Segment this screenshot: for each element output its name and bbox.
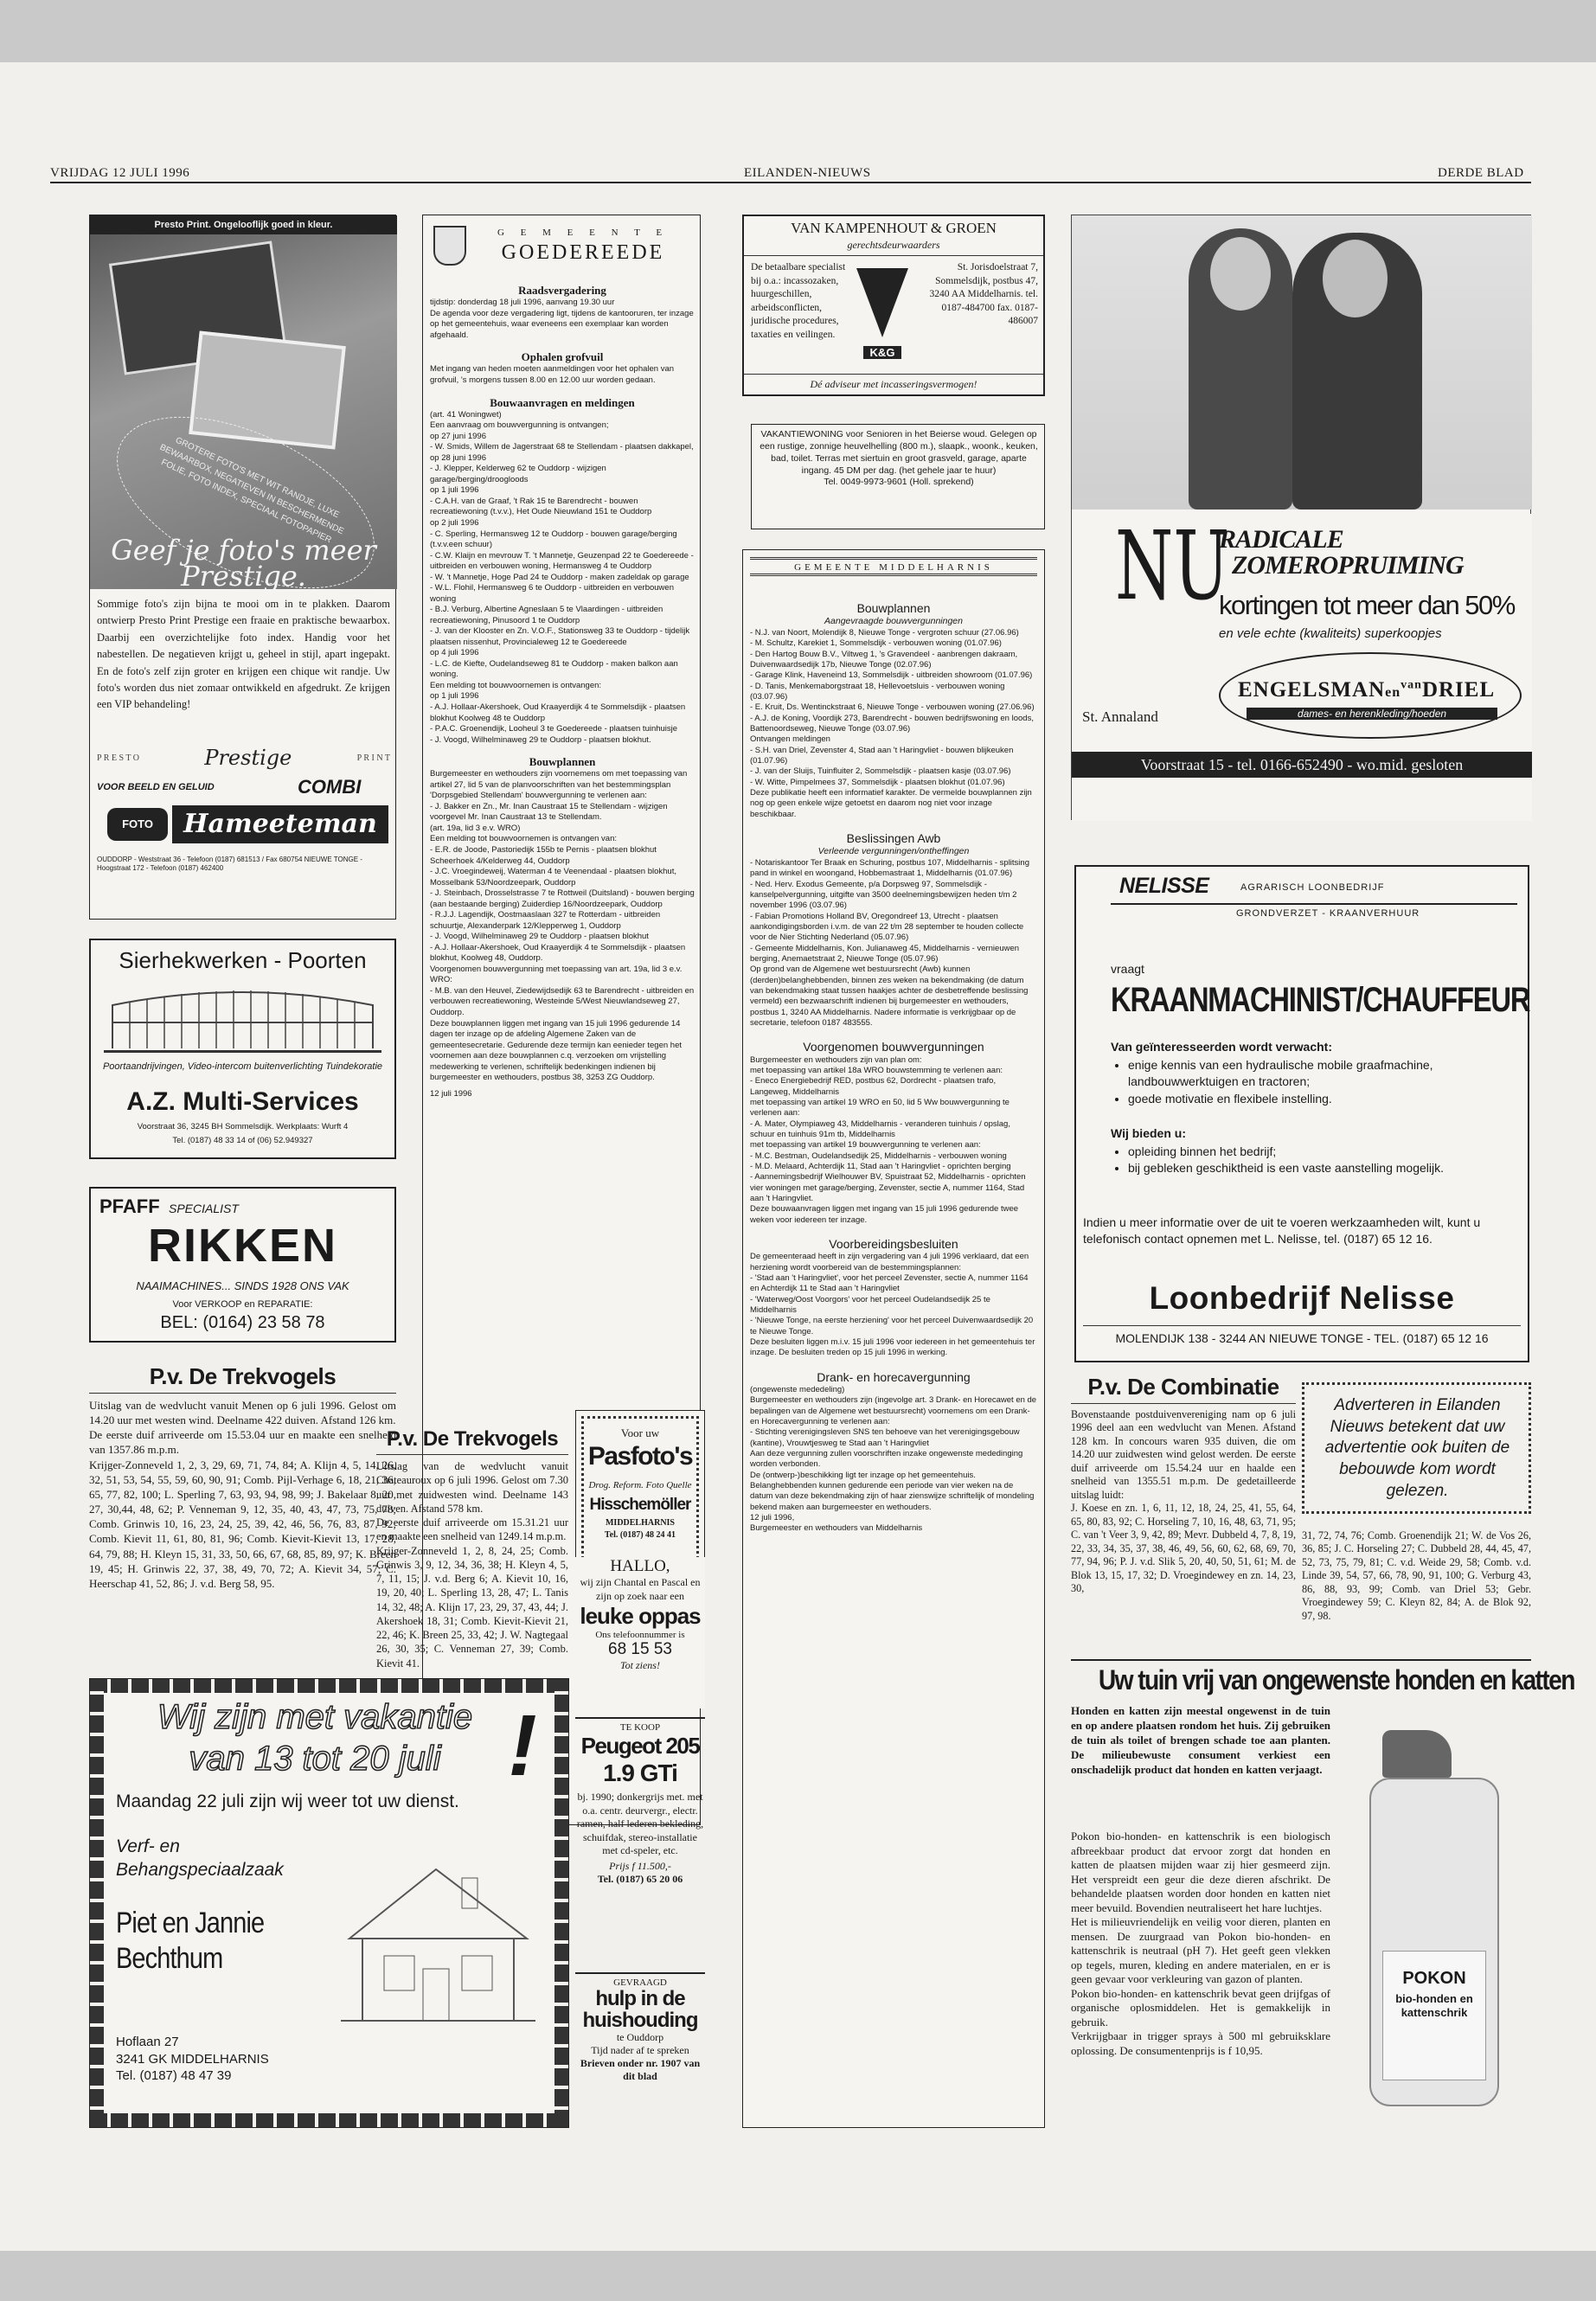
vakantiewoning-body: VAKANTIEWONING voor Senioren in het Beierse woud. Gelegen op een rustige, zonnige heuvelhelling (800 m.), slaapk., woonk., keuken, bad, toilet. Terras met siertuin en groot grasveld, garage, aparte ingang. 45 DM per dag. (het gehele jaar te huur) Tel. 0049-9973-9601 (Holl. sprekend) [760, 429, 1038, 488]
pokon-bottle-image [1348, 1730, 1521, 2111]
gevraagd-where: te Ouddorp [616, 2031, 664, 2044]
hameeteman-logo: Hameeteman [172, 805, 388, 843]
nelisse-vacancy-ad [1074, 865, 1529, 1362]
peugeot-body: bj. 1990; donkergrijs met. met o.a. centr. deurvergr., electr. ramen, half lederen bekleding, schuifdak, stereo-installatie met cd-speler, etc. [576, 1791, 704, 1857]
engelsman-name-right: DRIEL [1421, 678, 1496, 702]
engelsman-radicale: RADICALE [1219, 525, 1343, 554]
rikken-service: Voor VERKOOP en REPARATIE: [172, 1299, 313, 1310]
bouwplannen-title: Bouwplannen [529, 755, 596, 769]
hallo-phone-label: Ons telefoonnummer is [595, 1630, 685, 1641]
nelisse-tag1: AGRARISCH LOONBEDRIJF [1240, 882, 1385, 893]
mh-voorgenomen-title: Voorgenomen bouwvergunningen [803, 1040, 984, 1054]
combinatie-continued [1302, 1529, 1531, 1659]
pokon-headline: Uw tuin vrij van ongewenste honden en katten [1098, 1664, 1574, 1695]
nelisse-offer-title: Wij bieden u: [1111, 1126, 1186, 1140]
presto-brand-right: P R I N T [356, 753, 390, 763]
vakantie-line2: van 13 tot 20 juli [189, 1740, 441, 1778]
grofvuil-title: Ophalen grofvuil [521, 350, 604, 364]
header-section: DERDE BLAD [1438, 166, 1524, 180]
header-paper-name: EILANDEN-NIEUWS [744, 166, 871, 180]
presto-banner: Presto Print. Ongelooflijk goed in kleur. [90, 215, 397, 234]
nelisse-address: MOLENDIJK 138 - 3244 AN NIEUWE TONGE - TEL. (0187) 65 12 16 [1083, 1325, 1521, 1345]
kampenhout-title: VAN KAMPENHOUT & GROEN [791, 220, 997, 236]
az-title: Sierhekwerken - Poorten [119, 947, 367, 973]
nelisse-offer-item: • opleiding binnen het bedrijf; [1128, 1144, 1509, 1160]
gevraagd-tag: GEVRAAGD [613, 1977, 667, 1988]
combi-logo: COMBI [298, 776, 362, 798]
presto-slogan: Geef je foto's meer Prestige. [111, 534, 376, 593]
house-sketch [332, 1843, 544, 2034]
nelisse-req-list [1128, 1057, 1509, 1107]
shop-tagline: VOOR BEELD EN GELUID [97, 782, 215, 792]
engelsman-place: St. Annaland [1082, 708, 1158, 725]
mh-bouwplannen-sub: Aangevraagde bouwvergunningen [824, 616, 963, 627]
mh-bouwplannen-body: - N.J. van Noort, Molendijk 8, Nieuwe Tonge - vergroten schuur (27.06.96) - M. Schultz, Karekiet 1, Sommelsdijk - verbouwen woning (01.07.96) - Den Hartog Bouw B.V., Viltweg 1, 's Gravendeel - aanbrengen dakraam, Duivenwaardsedijk 17b, Nieuwe Tonge (02.07.96) - Garage Klink, Haveneind 13, Sommelsdijk - uitbreiden showroom (01.07.96) - D. Tanis, Menkemaborgstraat 18, Hellevoetsluis - verbouwen woning (03.07.96) - E. Kruit, Ds. Wentinckstraat 6, Nieuwe Tonge - verbouwen woning (27.06.96) - A.J. de Koning, Voordijk 273, Barendrecht - bouwen bedrijfswoning en loods, Battenoordseweg, Nieuwe Tonge (03.07.96) Ontvangen meldingen - S.H. van Driel, Zevenster 4, Stad aan 't Haringvliet - bouwen blijkeuken (01.07.96) - J. van der Sluijs, Tuinfluiter 2, Sommelsdijk - plaatsen kasje (03.07.96) - W. Witte, Pimpelmees 37, Sommelsdijk - plaatsen blokhut (01.07.96) Deze publikatie heeft een informatief karakter. De vermelde bouwplannen zijn nog op geen enkele wijze getoetst en daarom nog niet voor inzage beschikbaar. [750, 627, 1035, 819]
peugeot-tekoop: TE KOOP [619, 1722, 661, 1733]
bouwaanvragen-title: Bouwaanvragen en meldingen [490, 395, 635, 409]
mh-awb-sub: Verleende vergunningen/ontheffingen [817, 846, 970, 857]
verf-border-bottom [90, 2113, 568, 2127]
nelisse-req-item: • enige kennis van een hydraulische mobile graafmachine, landbouwwerktuigen en tractoren; [1128, 1057, 1509, 1091]
nelisse-rule [1111, 903, 1517, 905]
prestige-logo: Prestige [204, 746, 292, 770]
nelisse-brand: NELISSE [1119, 874, 1209, 898]
trigger-head [1382, 1730, 1452, 1778]
verf-border-right [554, 1679, 568, 2127]
peugeot-price: Prijs f 11.500,- [609, 1859, 671, 1872]
kampenhout-sub: gerechtsdeurwaarders [744, 239, 1043, 256]
bottle-label [1382, 1951, 1486, 2080]
nelisse-req-item: • goede motivatie en flexibele instelling. [1128, 1091, 1509, 1107]
vakantie-exclaim: ! [508, 1697, 537, 1794]
nelisse-vraagt: vraagt [1111, 962, 1144, 976]
woman-face [1210, 237, 1271, 311]
pasfoto-title: Pasfoto's [587, 1442, 693, 1471]
bouwplannen-body: Burgemeester en wethouders zijn voornemens om met toepassing van artikel 27, lid 5 van de planvoorschriften van het bestemmingsplan 'Dorpsgebied Stellendam' bouwvergunning te verlenen aan: - J. Bakker en Zn., Mr. Inan Caustraat 15 te Stellendam - wijzigen voorgevel Mr. Inan Caustraat 13 te Stellendam. (art. 19a, lid 3 e.v. WRO) Een melding tot bouwvoornemen is ontvangen van: - E.R. de Joode, Pastoriedijk 155b te Pernis - plaatsen blokhut Scheerhoek 4/Kelderweg 44, Ouddorp - J.C. Vroegindeweij, Waterman 4 te Veenendaal - plaatsen blokhut, Mosselbank 53/Noordzeepark, Ouddorp - J. Steinbach, Drosselstrasse 7 te Rottweil (Duitsland) - bouwen berging (aan bestaande berging) Zuiderdiep 16/Noordzeepark, Ouddorp - R.J.J. Lagendijk, Oostmaaslaan 327 te Rotterdam - uitbreiden schuurtje, Alexanderpark 12/Klepperweg 1, Ouddorp - J. Voogd, Wilhelminaweg 29 te Ouddorp - plaatsen blokhut - A.J. Hollaar-Akershoek, Oud Kraayerdijk 4 te Sommelsdijk - plaatsen blokhut, Koolweg 48, Ouddorp. Voorgenomen bouwvergunning met toepassing van art. 19a, lid 3 e.v. WRO: - M.B. van den Heuvel, Ziedewijdsedijk 63 te Barendrecht - uitbreiden en verbouwen recreatiewoning, Westeinde 5/West Nieuwlandseweg 27, Ouddorp. Deze bouwplannen liggen met ingang van 15 juli 1996 gedurende 14 dagen ter inzage op de afdeling Algemene Zaken van de gemeentesecretarie. Gedurende deze termijn kan eenieder tegen het voornemen aan deze bouwplannen c.q. verzoeken om vrijstelling medewerking te verlenen, schriftelijk bedenkingen indienen bij burgemeester en wethouders, postbus 38, 3253 ZG Ouddorp. [430, 769, 695, 1083]
trekvogels-menen-article [89, 1363, 396, 1666]
grofvuil-body: Met ingang van heden moeten aanmeldingen voor het ophalen van grofvuil, 's morgens tussen 8.00 en 12.00 uur worden gedaan. [430, 364, 675, 385]
az-phone: Tel. (0187) 48 33 14 of (06) 52.949327 [172, 1136, 313, 1145]
kampenhout-groen-ad [742, 215, 1045, 396]
trekvogels-title: P.v. De Trekvogels [89, 1363, 396, 1394]
trekvogels2-body: Uitslag van de wedvlucht vanuit Chateauroux op 6 juli 1996. Gelost om 7.30 uur met zuidwesten wind. Deelname 143 duiven. Afstand 578 km. De eerste duif arriveerde om 15.31.21 uur en maakte een snelheid van 1249.14 m.p.m. Krijger-Zonneveld 1, 2, 8, 24, 25; Comb. Grinwis 3, 9, 12, 34, 36, 38; H. Kleyn 4, 5, 7, 11, 15; J. v.d. Berg 6; A. Kievit 10, 16, 19, 20, 40; L. Sperling 13, 28, 47; L. Tanis 14, 32, 48; A. Klijn 17, 23, 29, 37, 43, 44; J. Akershoek 18, 31; Comb. Kievit-Kievit 21, 22, 46; K. Breen 25, 33, 42; J. W. Nagtegaal 26, 30, 35; C. Venneman 27, 39; Comb. Kievit 41. [376, 1460, 568, 1670]
combinatie-body: Bovenstaande postduivenvereniging nam op 6 juli 1996 deel aan een wedvlucht van Menen. Afstand 128 km. In concours waren 935 duiven, die om 14.20 uur zuidwesten wind gelost werden. De eerste duif arriveerde om 15.54.24 uur en haalde een snelheid van 1355.51 m.p.m. De gedetailleerde uitslag luidt: J. Koese en zn. 1, 6, 11, 12, 18, 24, 25, 41, 55, 64, 65, 80, 83, 92; C. Horseling 7, 10, 16, 48, 63, 71, 95; C. van 't Veer 3, 9, 42, 89; Mevr. Dubbeld 4, 7, 8, 19, 22, 33, 34, 35, 37, 38, 46, 49, 56, 60, 62, 68, 69, 70, 77, 94, 96; P. J. v.d. Slik 5, 20, 40, 50, 51, 61; M. de Blok 13, 15, 17, 32; D. Vroegindewey en zn. 14, 23, 30, [1071, 1408, 1296, 1595]
pasfoto-city: MIDDELHARNIS [605, 1518, 675, 1528]
kampenhout-right: St. Jorisdoelstraat 7, Sommelsdijk, postbus 47, 3240 AA Middelharnis. tel. 0187-484700 fax. 0187-486007 [929, 262, 1038, 327]
rikken-logo: RIKKEN [147, 1220, 337, 1272]
rikken-since: NAAIMACHINES... SINDS 1928 ONS VAK [136, 1279, 349, 1292]
nelisse-offer-item: • bij gebleken geschiktheid is een vaste aanstelling mogelijk. [1128, 1160, 1509, 1176]
peugeot-version: 1.9 GTi [603, 1759, 677, 1786]
pasfoto-voor: Voor uw [620, 1426, 660, 1439]
engelsman-logo-oval [1219, 652, 1522, 739]
engelsman-van-driel-ad [1071, 215, 1531, 820]
middelharnis-header: GEMEENTE MIDDELHARNIS [750, 557, 1037, 576]
pasfoto-phone: Tel. (0187) 48 24 41 [604, 1530, 676, 1540]
pfaff-specialist: SPECIALIST [169, 1202, 239, 1215]
nelisse-info: Indien u meer informatie over de uit te voeren werkzaamheden wilt, kunt u telefonisch contact opnemen met L. Nelisse, tel. (0187) 65 12 16. [1083, 1215, 1481, 1247]
middelharnis-content [750, 585, 1037, 2116]
az-address: Voorstraat 36, 3245 BH Sommelsdijk. Werkplaats: Wurft 4 [137, 1122, 349, 1131]
pasfoto-name: Hisschemöller [589, 1496, 691, 1514]
nelisse-big: Loonbedrijf Nelisse [1149, 1280, 1455, 1316]
presto-brand-row [97, 745, 390, 771]
gate-icon [104, 984, 381, 1053]
nelisse-tag2: GRONDVERZET - KRAANVERHUUR [1236, 908, 1420, 919]
raad-title: Raadsvergadering [518, 284, 606, 297]
mh-awb-title: Beslissingen Awb [846, 831, 941, 846]
couple-photo [1072, 215, 1532, 510]
vakantie-owners: Piet en Jannie Bechthum [116, 1907, 265, 1975]
adverteren-box [1302, 1382, 1531, 1514]
hallo-phone: 68 15 53 [608, 1640, 672, 1659]
verf-border-left [90, 1679, 104, 2127]
engelsman-nu: NU [1115, 510, 1230, 621]
vakantie-shop: Verf- en Behangspeciaalzaak [116, 1836, 284, 1881]
hallo-big: leuke oppas [580, 1603, 701, 1630]
header-rule [50, 182, 1531, 183]
vakantie-line1: Wij zijn met vakantie [157, 1698, 473, 1736]
vakantie-bechthum-ad [89, 1678, 569, 2128]
goedereede-crest-icon [433, 226, 466, 266]
nelisse-req-title: Van geïnteresseerden wordt verwacht: [1111, 1040, 1332, 1054]
gevraagd-reply: Brieven onder nr. 1907 van dit blad [580, 2057, 701, 2083]
raad-body: tijdstip: donderdag 18 juli 1996, aanvang 19.30 uur De agenda voor deze vergadering ligt, tijdens de kantooruren, ter inzage op het gemeentehuis, waar eveneens een exemplaar kan worden afgehaald. [430, 298, 694, 340]
pfaff-rikken-ad [89, 1187, 396, 1343]
engelsman-name-left: ENGELSMAN [1238, 678, 1386, 702]
kampenhout-logo [852, 264, 913, 363]
presto-print-ad [89, 215, 396, 920]
presto-body: Sommige foto's zijn bijna te mooi om in te plakken. Daarom ontwierp Presto Print Prestige een fraaie en praktische bewaarbox. Daarbij een overzichtelijke foto index. Handig voor het nabestellen. De negatieven krijgt u, geheel in stijl, apart ingepakt. En de foto's zelf zijn groter en krijgen een chique wit randje. Uw foto's worden dus niet zomaar ontwikkeld en afgedrukt. Ze krijgen een VIP behandeling! [97, 598, 390, 711]
mh-bouwplannen-title: Bouwplannen [856, 601, 931, 615]
peugeot-ad [575, 1717, 705, 1955]
engelsman-zomer: ZOMEROPRUIMING [1232, 551, 1464, 580]
presto-brand-left: P R E S T O [97, 753, 139, 763]
hallo-oppas-ad [575, 1557, 705, 1708]
adverteren-text: Adverteren in Eilanden Nieuws betekent dat uw advertentie ook buiten de bebouwde kom wordt gelezen. [1324, 1396, 1510, 1500]
hallo-sign: Tot ziens! [620, 1659, 660, 1672]
gemeente-middelharnis-notice [742, 549, 1045, 2128]
engelsman-name-mid: en [1385, 685, 1401, 700]
hameeteman-address: OUDDORP - Weststraat 36 - Telefoon (0187) 681513 / Fax 680754 NIEUWE TONGE - Hoogstraat 172 - Telefoon (0187) 462400 [97, 856, 362, 873]
photo-box-image [90, 234, 397, 593]
pokon-body: Pokon bio-honden- en kattenschrik is een biologisch afbreekbaar product dat ervoor zorgt dat honden en katten de plaatsen mijden waar zij hier gesmeerd zijn. Het verspreidt een geur die deze dieren afschrikt. De behandelde plaatsen worden door honden en katten niet meer bevuild. Bovendien neutraliseert het hare luchtjes. Het is milieuvriendelijk en veilig voor dieren, planten en mensen. De zuurgraad van Pokon bio-honden- en kattenschrik is neutraal (pH 7). Het geeft geen vlekken op tegels, muren, kleding en andere materialen, en er is geen gevaar voor verkleuring van gazon of planten. Pokon bio-honden- en kattenschrik bevat geen drijfgas of organische oplosmiddelen. Het is gemakkelijk in gebruik. Verkrijgbaar in trigger sprays à 500 ml gebruiksklare oplossing. De consumentenprijs is f 10,95. [1071, 1830, 1330, 2057]
pokon-label-brand: POKON [1402, 1969, 1466, 1988]
az-name: A.Z. Multi-Services [126, 1087, 359, 1116]
combinatie-title: P.v. De Combinatie [1071, 1374, 1296, 1404]
peugeot-model: Peugeot 205 [580, 1733, 700, 1759]
hallo-title: HALLO, [610, 1557, 670, 1575]
features-circle: GROTERE FOTO'S MET WIT RANDJE, LUXE BEWAARBOX, NEGATIEVEN IN BESCHERMENDE FOLIE, FOTO INDEX, SPECIAAL FOTOPAPIER [91, 381, 401, 624]
vakantiewoning-ad [751, 424, 1045, 529]
kg-triangle-icon [852, 264, 913, 342]
foto-logo: FOTO [107, 808, 168, 841]
peugeot-phone: Tel. (0187) 65 20 06 [597, 1872, 683, 1885]
vakantie-sub: Maandag 22 juli zijn wij weer tot uw dienst. [116, 1791, 459, 1811]
gate-drawing [104, 984, 381, 1053]
goedereede-date: 12 juli 1996 [430, 1088, 472, 1099]
house-icon [332, 1843, 544, 2034]
rikken-phone: BEL: (0164) 23 58 78 [160, 1313, 325, 1332]
combinatie2-body: 31, 72, 74, 76; Comb. Groenendijk 21; W. de Vos 26, 36, 85; J. C. Horseling 27; C. Dubbeld 28, 44, 45, 47, 52, 73, 75, 79, 81; C. v.d. Weide 29, 58; Comb. v.d. Linde 39, 54, 57, 66, 78, 90, 91, 100; G. Verburg 43, 86, 88, 93, 99; Comb. van Driel 53; Gebr. Vroegindewey 59; C. Kleyn 82, 84; A. de Blok 92, 97, 98. [1302, 1529, 1531, 1622]
man-face [1323, 240, 1388, 317]
az-multi-services-ad [89, 939, 396, 1159]
mh-voorbereiding-title: Voorbereidingsbesluiten [829, 1237, 958, 1252]
engelsman-text-area [1072, 510, 1532, 821]
mh-drank-body: (ongewenste mededeling) Burgemeester en wethouders zijn (ingevolge art. 3 Drank- en Horecawet en de bepalingen van de Algemene wet bestuursrecht) voornemens om een Drank- en Horecavergunning te verlenen aan: - Stichting verenigingsleven SNS ten behoeve van het verenigingsgebouw (kantine), Vrouwtjesweg te Stad aan 't Haringvliet Aan deze vergunning zullen voorschriften inzake ongewenste mededinging worden verbonden. De (ontwerp-)beschikking ligt ter inzage op het gemeentehuis. Belanghebbenden kunnen gedurende een periode van vier weken na de datum van deze bekendmaking zijn of haar zienswijze schriftelijk of mondeling bekend maken aan burgemeester en wethouders. 12 juli 1996, Burgemeester en wethouders van Middelharnis [750, 1384, 1037, 1534]
pokon-label-product: bio-honden en kattenschrik [1395, 1992, 1473, 2019]
engelsman-sub: dames- en herenkleding/hoeden [1247, 708, 1497, 720]
pokon-article [1071, 1659, 1574, 2128]
nelisse-offer-list [1128, 1144, 1509, 1177]
gevraagd-body: Tijd nader af te spreken [591, 2044, 689, 2057]
mh-voorbereiding-body: De gemeenteraad heeft in zijn vergadering van 4 juli 1996 verklaard, dat een herziening wordt voorbereid van de bestemmingsplannen: - 'Stad aan 't Haringvliet', voor het perceel Zevenster, sectie A, nummer 1164 en Achterdijk 11 te Stad aan 't Haringvliet - 'Waterweg/Oost Voorgors' voor het perceel Oudelandsedijk 25 te Middelharnis - 'Nieuwe Tonge, na eerste herziening' voor het perceel Duivenwaardsedijk 20 te Nieuwe Tonge. Deze besluiten liggen m.i.v. 15 juli 1996 voor iedereen in het gemeentehuis ter inzage. De besluiten treden op 15 juli 1996 in werking. [750, 1252, 1035, 1358]
trekvogels-body: Uitslag van de wedvlucht vanuit Menen op 6 juli 1996. Gelost om 14.20 uur met westen wind. Deelname 422 duiven. Afstand 126 km. De eerste duif arriveerde om 15.53.04 uur en maakte een snelheid van 1357.86 m.p.m. Krijger-Zonneveld 1, 2, 3, 29, 69, 71, 74, 84; A. Klijn 4, 5, 14, 26, 32, 51, 53, 54, 55, 59, 60, 90, 91; Comb. Pijl-Verhage 6, 18, 21, 36, 65, 77, 82, 100; L. Sperling 7, 63, 93, 94, 98, 99; J. Bakelaar 8, 20, 27, 30,44, 48, 62; P. Venneman 9, 12, 35, 40, 43, 47, 73, 75, 78; Comb. Grinwis 10, 16, 23, 24, 25, 39, 42, 46, 56, 76, 83, 87, 92; Comb. Kievit 11, 61, 80, 81, 96; Comb. Kievit-Kievit 13, 17, 28, 64, 79, 88; H. Kleyn 15, 31, 33, 50, 66, 67, 68, 85, 89, 97; K. Breen 19, 45; H. Grinwis 22, 37, 38, 49, 70, 72; A. Kievit 34, 57; C. Heerschap 41, 52, 86; J. v.d. Berg 58, 95. [89, 1399, 396, 1590]
engelsman-name-van: van [1401, 678, 1422, 692]
bouwaanvragen-body: (art. 41 Woningwet) Een aanvraag om bouwvergunning is ontvangen; op 27 juni 1996 - W. Smids, Willem de Jagerstraat 68 te Stellendam - plaatsen dakkapel, op 28 juni 1996 - J. Klepper, Kelderweg 62 te Ouddorp - wijzigen garage/berging/droogloods op 1 juli 1996 - C.A.H. van de Graaf, 't Rak 15 te Barendrecht - bouwen recreatiewoning (t.v.v.), Het Oude Nieuwland 151 te Ouddorp op 2 juli 1996 - C. Sperling, Hermansweg 12 te Ouddorp - bouwen garage/berging (t.v.v.een schuur) - C.W. Klaijn en mevrouw T. 't Mannetje, Geuzenpad 22 te Goedereede - uitbreiden en verbouwen woning, Hermansweg 4 te Ouddorp - W. 't Mannetje, Hoge Pad 24 te Ouddorp - maken zadeldak op garage - W.L. Flohil, Hermansweg 6 te Ouddorp - uitbreiden en verbouwen woning - B.J. Verburg, Albertine Agneslaan 5 te Vlaardingen - uitbreiden recreatiewoning, Pinusoord 1 te Ouddorp - J. van der Klooster en Zn. V.O.F., Stationsweg 33 te Ouddorp - tijdelijk plaatsen nissenhut, Provincialeweg 12 te Goedereede op 4 juli 1996 - L.C. de Kiefte, Oudelandseweg 81 te Ouddorp - maken balkon aan woning. Een melding tot bouwvoornemen is ontvangen: op 1 juli 1996 - A.J. Hollaar-Akershoek, Oud Kraayerdijk 4 te Sommelsdijk - plaatsen blokhut Koolweg 48 te Ouddorp - P.A.C. Groenendijk, Looheul 3 te Goedereede - plaatsen tuinhuisje - J. Voogd, Wilhelminaweg 29 te Ouddorp - plaatsen blokhut. [430, 409, 694, 745]
mh-drank-title: Drank- en horecavergunning [817, 1369, 971, 1384]
gevraagd-ad [575, 1972, 705, 2111]
kg-logo-text: K&G [863, 346, 901, 359]
engelsman-footer: Voorstraat 15 - tel. 0166-652490 - wo.mid. gesloten [1072, 752, 1532, 778]
pasfoto-sub: Drog. Reform. Foto Quelle [588, 1480, 692, 1490]
header-date: VRIJDAG 12 JULI 1996 [50, 166, 190, 180]
combinatie-article [1071, 1374, 1296, 1650]
trekvogels2-title: P.v. De Trekvogels [376, 1427, 568, 1455]
pfaff-brand: PFAFF [99, 1195, 160, 1217]
goedereede-gemeente: G E M E E N T E [497, 228, 670, 238]
vakantie-address: Hoflaan 27 3241 GK MIDDELHARNIS Tel. (0187) 48 47 39 [116, 2035, 269, 2083]
mh-voorgenomen-body: Burgemeester en wethouders zijn van plan om: met toepassing van artikel 18a WRO bouwstemming te verlenen aan: - Eneco Energiebedrijf RED, postbus 62, Dordrecht - plaatsen trafo, Langeweg, Middelharnis met toepassing van artikel 19 WRO en 50, lid 5 Ww bouwvergunning te verlenen aan: - A. Mater, Olympiaweg 43, Middelharnis - veranderen tuinhuis / opslag, schuur en tuinhuis 91m tb, Middelharnis met toepassing van artikel 19 bouwvergunning te verlenen aan: - M.C. Bestman, Oudelandsedijk 25, Middelharnis - verbouwen woning - M.D. Melaard, Achterdijk 11, Stad aan 't Haringvliet - oprichten berging - Aannemingsbedrijf Wielhouwer BV, Spuistraat 52, Middelharnis - oprichten vier woningen met garage/berging, Zevenster, sectie A, nummer 1164, Stad aan 't Haringvliet. Deze bouwaanvragen liggen met ingang van 15 juli 1996 gedurende twee weken voor iedereen ter inzage. [750, 1054, 1026, 1225]
engelsman-echte: en vele echte (kwaliteits) superkoopjes [1219, 626, 1442, 641]
nelisse-job: KRAANMACHINIST/CHAUFFEUR [1111, 981, 1530, 1019]
goedereede-name: GOEDEREEDE [501, 241, 665, 264]
az-tagline: Poortaandrijvingen, Video-intercom buitenverlichting Tuindekoratie [102, 1061, 383, 1072]
hallo-body: wij zijn Chantal en Pascal en zijn op zoek naar een [580, 1576, 701, 1602]
kampenhout-slogan: Dé adviseur met incasseringsvermogen! [744, 374, 1043, 391]
engelsman-korting: kortingen tot meer dan 50% [1219, 590, 1515, 620]
verf-border-top [90, 1679, 568, 1693]
mh-awb-body: - Notariskantoor Ter Braak en Schuring, postbus 107, Middelharnis - splitsing pand in winkel en woongand, Hobbemastraat 1, Middelharnis (01.07.96) - Ned. Herv. Exodus Gemeente, p/a Dorpsweg 97, Sommelsdijk - kanselpelvergunning, uitgifte van 3500 deelnemingsbewijzen heden t/m 2 november 1996 (03.07.96) - Fabian Promotions Holland BV, Oregondreef 13, Utrecht - plaatsen aankondigingsborden i.v.m. de van 22 t/m 28 september te houden collecte voor de Nier Stichting Nederland (05.07.96) - Gemeente Middelharnis, Kon. Julianaweg 45, Middelharnis - vernieuwen berging, Anemaetstraat 2, Nieuwe Tonge (05.07.96) Op grond van de Algemene wet bestuursrecht (Awb) kunnen (derden)belanghebbenden, binnen zes weken na bekendmaking (de datum van bekendmaking staat tussen haakjes achter de desbetreffende beslissing vermeld) een bezwaarschrift indienen bij burgemeester en wethouders, postbus 1, 3240 AA Middelharnis. Nadere informatie is verkrijgbaar op de secretarie, telefoon 0187 483555. [750, 857, 1029, 1028]
pokon-lead: Honden en katten zijn meestal ongewenst in de tuin en op andere plaatsen rondom het huis. Zij gebruiken de tuin als toilet of brengen schade toe aan planten. De milieubewuste consument verkiest een onschadelijk product dat honden en katten verjaagt. [1071, 1704, 1330, 1776]
kampenhout-left: De betaalbare specialist bij o.a.: incassozaken, huurgeschillen, arbeidsconflicten, juridische procedures, taxaties en veilingen. [751, 262, 846, 340]
engelsman-logo [1238, 678, 1506, 702]
gevraagd-big: hulp in de huishouding [582, 1987, 698, 2033]
